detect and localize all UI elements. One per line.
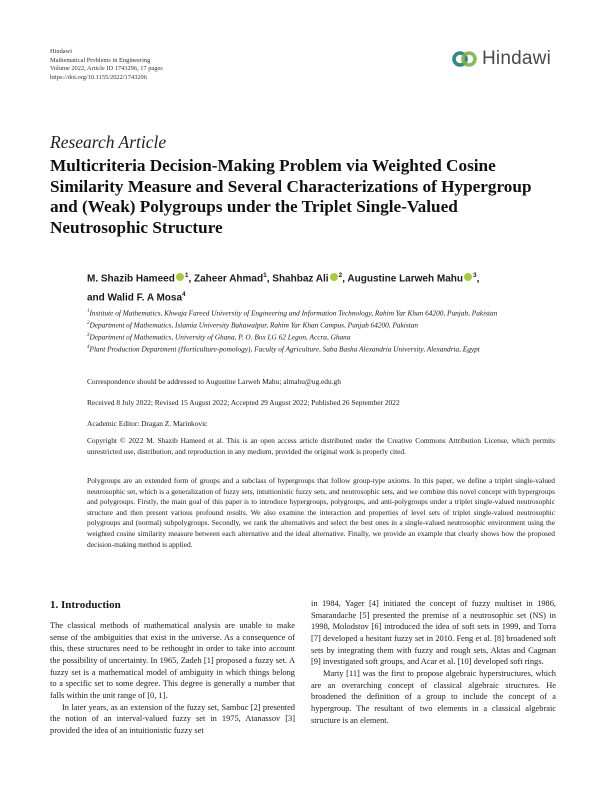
hindawi-logo (452, 48, 551, 70)
journal-name: Mathematical Problems in Engineering (50, 56, 151, 64)
paper-title: Multicriteria Decision-Making Problem via Weighted Cosine Similarity Measure and Several Characterizations of Hypergroup and (Weak) Polygroups under the Triplet Single-Valued Neutrosophic Structure (50, 156, 532, 237)
left-column (50, 620, 295, 737)
affiliation-text: Department of Mathematics, Islamia University Bahawalpur, Rahim Yar Khan Campus, Punjab 64200, Pakistan (89, 320, 418, 330)
section-number: 1. (50, 599, 59, 611)
paragraph: The classical methods of mathematical analysis are unable to make sense of the ambiguities that exist in the universe. As a consequence of this, these structures need to be rethought in order to take into account the possibility of uncertainty. In 1965, Zadeh [1] proposed a fuzzy set. A fuzzy set is a mathematical model of ambiguity in which things belong to a specific set to some degree. This degree is generally a number that falls within the unit range of [0, 1]. (50, 621, 295, 700)
right-column (311, 598, 556, 726)
author-separator: , (188, 273, 194, 285)
affiliation-item (87, 343, 557, 355)
academic-editor: Academic Editor: Dragan Z. Marinkovic (87, 419, 208, 428)
article-type: Research Article (50, 132, 167, 152)
author-affiliation-marker: 1 (263, 272, 267, 279)
hindawi-logo-icon (452, 48, 478, 70)
affiliation-marker: 2 (87, 320, 90, 326)
affiliation-item (87, 319, 557, 331)
orcid-icon[interactable] (464, 273, 472, 281)
volume-line: Volume 2022, Article ID 1743296, 17 pages (50, 65, 163, 73)
journal-meta (50, 48, 163, 82)
affiliation-text: Plant Production Department (Horticulture-pomology), Faculty of Agriculture, Saba Basha Alexandria University, Alexandria, Egypt (89, 344, 480, 354)
author-name: Zaheer Ahmad (194, 273, 264, 285)
affiliation-marker: 1 (87, 309, 90, 314)
author-name: Augustine Larweh Mahu (347, 273, 463, 285)
author-separator: , (266, 273, 273, 285)
affiliation-marker: 3 (87, 332, 90, 338)
section-title: Introduction (61, 599, 121, 611)
author-name: and Walid F. A Mosa (87, 292, 183, 304)
affiliations (87, 307, 557, 355)
author-separator: , (342, 273, 348, 285)
publisher-name: Hindawi (50, 48, 73, 55)
affiliation-text: Department of Mathematics, University of Ghana, P. O. Box LG 62 Legon, Accra, Ghana (89, 332, 351, 342)
author-name: Shahbaz Ali (272, 273, 329, 285)
paragraph: in 1984, Yager [4] initiated the concept of fuzzy multiset in 1986, Smarandache [5] presented the premise of a neutrosophic set (NS) in 1998, Molodstov [6] introduced the idea of soft sets in 1999, and Torra [7] developed a hesitant fuzzy set in 2010. Feng et al. [8] broadened soft sets by integrating them with fuzzy and rough sets, Aktas and Cagman [9] investigated soft groups, and Acar et al. [10] developed soft rings. (311, 599, 556, 667)
paragraph: In later years, as an extension of the fuzzy set, Sambuc [2] presented the notion of an interval-valued fuzzy set in 1975, Atanassov [3] provided the idea of an intuitionistic fuzzy set (50, 702, 295, 735)
doi-link[interactable]: https://doi.org/10.1155/2022/1743296 (50, 73, 147, 81)
author-affiliation-marker: 2 (338, 272, 343, 279)
affiliation-item (87, 307, 557, 319)
affiliation-text: Institute of Mathematics, Khwaja Fareed University of Engineering and Information Technology, Rahim Yar Khan 64200, Punjab, Pakistan (89, 308, 498, 318)
author-name: M. Shazib Hameed (87, 273, 175, 285)
author-affiliation-marker: 3 (472, 272, 477, 279)
author-affiliation-marker: 1 (184, 272, 189, 279)
correspondence: Correspondence should be addressed to Augustine Larweh Mahu; almahu@ug.edu.gh (87, 377, 341, 386)
author-separator: , (476, 273, 480, 285)
logo-wordmark: Hindawi (482, 48, 551, 69)
paragraph: Marty [11] was the first to propose algebraic hyperstructures, which are an overarching concept of classical algebraic structures. He broadened the definition of a group to include the concept of a hypergroup. The resultant of two elements in a classical algebraic structure is an element. (311, 668, 556, 725)
affiliation-marker: 4 (87, 344, 90, 350)
abstract: Polygroups are an extended form of groups and a subclass of hypergroups that follow group-type axioms. In this paper, we define a triplet single-valued neutrosophic set, which is a generalization of fuzzy sets, intuitionistic fuzzy sets, and neutrosophic sets, and we combine this novel concept with hypergroups and polygroups. Firstly, the main goal of this paper is to introduce hypergroups, polygroups, and anti-polygroups under a triplet single-valued neutrosophic structure and then present various profound results. We also examine the interaction and properties of level sets of triplet single-valued neutrosophic polygroups and (normal) subpolygroups. Secondly, we rank the alternatives and select the best ones in a single-valued neutrosophic environment using the weighted cosine similarity measure between each alternative and the ideal alternative. Finally, we provide an example that clearly shows how the proposed decision-making method is applied. (87, 476, 555, 549)
author-list (87, 268, 557, 307)
orcid-icon[interactable] (176, 273, 184, 281)
author-affiliation-marker: 4 (182, 291, 186, 299)
publication-dates: Received 8 July 2022; Revised 15 August 2022; Accepted 29 August 2022; Published 26 September 2022 (87, 398, 400, 407)
section-heading (50, 599, 121, 611)
affiliation-item (87, 331, 557, 343)
orcid-icon[interactable] (330, 273, 338, 281)
copyright-notice: Copyright © 2022 M. Shazib Hameed et al. This is an open access article distributed under the Creative Commons Attribution License, which permits unrestricted use, distribution, and reproduction in any medium, provided the original work is properly cited. (87, 436, 555, 456)
